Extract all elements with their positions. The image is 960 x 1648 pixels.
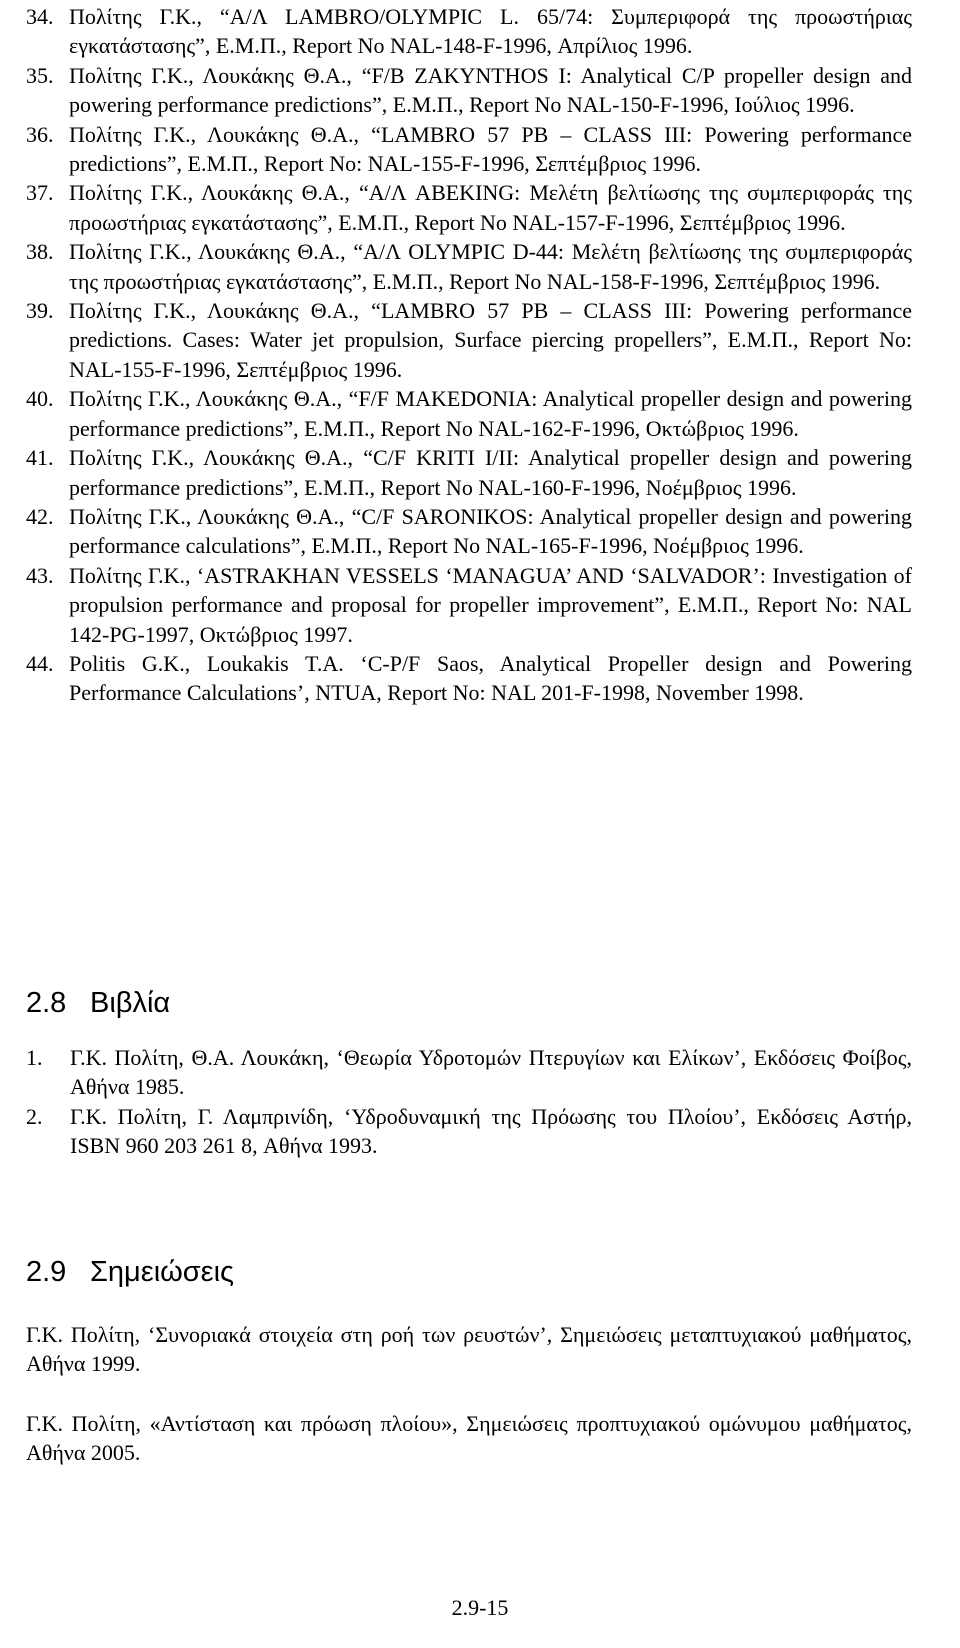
note-item: Γ.Κ. Πολίτη, «Αντίσταση και πρόωση πλοίου», Σημειώσεις προπτυχιακού ομώνυμου μαθήματος, Αθήνα 2005.	[26, 1411, 912, 1466]
reference-text: Πολίτης Γ.Κ., Λουκάκης Θ.Α., “LAMBRO 57 PB – CLASS III: Powering performance predictions. Cases: Water jet propulsion, Surface piercing propellers”, Ε.Μ.Π., Report No: NAL-155-F-1996, Σεπτέμβριος 1996.	[69, 298, 912, 382]
page-number: 2.9-15	[451, 1595, 509, 1620]
reference-item	[26, 237, 912, 296]
reference-text: Πολίτης Γ.Κ., Λουκάκης Θ.Α., “F/F MAKEDONIA: Analytical propeller design and powering performance predictions”, Ε.Μ.Π., Report No NAL-162-F-1996, Οκτώβριος 1996.	[69, 386, 912, 441]
section-heading-notes	[26, 1254, 234, 1290]
reference-number: 42.	[26, 503, 54, 529]
reference-text: Politis G.K., Loukakis T.A. ‘C-P/F Saos, Analytical Propeller design and Powering Performance Calculations’, NTUA, Report No: NAL 201-F-1998, November 1998.	[69, 650, 912, 706]
reference-text: Πολίτης Γ.Κ., ‘ASTRAKHAN VESSELS ‘MANAGUA’ AND ‘SALVADOR’: Investigation of propulsion performance and proposal for propeller improvement”, Ε.Μ.Π., Report No: NAL 142-PG-1997, Οκτώβριος 1997.	[69, 562, 912, 647]
section-title: Βιβλία	[90, 987, 171, 1019]
note-item: Γ.Κ. Πολίτη, ‘Συνοριακά στοιχεία στη ροή των ρευστών’, Σημειώσεις μεταπτυχιακού μαθήματος, Αθήνα 1999.	[26, 1322, 912, 1377]
reference-number: 39.	[26, 298, 54, 324]
reference-item	[26, 120, 912, 179]
reference-item	[26, 561, 912, 649]
reference-item	[26, 649, 912, 708]
reference-number: 37.	[26, 180, 54, 206]
section-title: Σημειώσεις	[90, 1256, 235, 1288]
reference-text: Πολίτης Γ.Κ., Λουκάκης Θ.Α., “Α/Λ ABEKING: Μελέτη βελτίωσης της συμπεριφοράς της προωστήριας εγκατάστασης”, Ε.Μ.Π., Report No NAL-157-F-1996, Σεπτέμβριος 1996.	[69, 180, 912, 235]
reference-number: 44.	[26, 650, 54, 676]
reference-list	[26, 2, 912, 708]
reference-item	[26, 296, 912, 384]
reference-item	[26, 178, 912, 237]
notes-list	[26, 1409, 912, 1468]
reference-text: Πολίτης Γ.Κ., Λουκάκης Θ.Α., “C/F SARONIKOS: Analytical propeller design and powering performance calculations”, Ε.Μ.Π., Report No NAL-165-F-1996, Νοέμβριος 1996.	[69, 503, 912, 559]
book-item	[26, 1102, 912, 1161]
reference-number: 43.	[26, 562, 54, 588]
reference-number: 35.	[26, 62, 54, 88]
reference-item	[26, 61, 912, 120]
reference-number: 34.	[26, 4, 54, 29]
section-number: 2.8	[26, 987, 67, 1019]
reference-text: Πολίτης Γ.Κ., Λουκάκης Θ.Α., “C/F KRITI I/II: Analytical propeller design and powering performance predictions”, Ε.Μ.Π., Report No NAL-160-F-1996, Νοέμβριος 1996.	[69, 445, 912, 500]
reference-number: 38.	[26, 239, 54, 265]
reference-item	[26, 502, 912, 561]
book-text: Γ.Κ. Πολίτη, Γ. Λαμπρινίδη, ‘Υδροδυναμική της Πρόωσης του Πλοίου’, Εκδόσεις Αστήρ, ISBN 960 203 261 8, Αθήνα 1993.	[70, 1103, 912, 1159]
book-item	[26, 1043, 912, 1102]
book-text: Γ.Κ. Πολίτη, Θ.Α. Λουκάκη, ‘Θεωρία Υδροτομών Πτερυγίων και Ελίκων’, Εκδόσεις Φοίβος, Αθήνα 1985.	[70, 1045, 912, 1100]
book-number: 1.	[26, 1045, 43, 1070]
reference-text: Πολίτης Γ.Κ., “Α/Λ LAMBRO/OLYMPIC L. 65/74: Συμπεριφορά της προωστήριας εγκατάστασης”, Ε.Μ.Π., Report No NAL-148-F-1996, Απρίλιος 1996.	[69, 4, 912, 59]
reference-item	[26, 384, 912, 443]
notes-list	[26, 1320, 912, 1379]
reference-text: Πολίτης Γ.Κ., Λουκάκης Θ.Α., “Α/Λ OLYMPIC D-44: Μελέτη βελτίωσης της συμπεριφοράς της προωστήριας εγκατάστασης”, Ε.Μ.Π., Report No NAL-158-F-1996, Σεπτέμβριος 1996.	[69, 239, 912, 294]
books-list	[26, 1043, 912, 1161]
reference-item	[26, 2, 912, 61]
reference-number: 40.	[26, 386, 54, 412]
section-number: 2.9	[26, 1256, 67, 1288]
reference-text: Πολίτης Γ.Κ., Λουκάκης Θ.Α., “LAMBRO 57 PB – CLASS III: Powering performance predictions”, Ε.Μ.Π., Report No: NAL-155-F-1996, Σεπτέμβριος 1996.	[69, 121, 912, 177]
reference-number: 36.	[26, 121, 54, 147]
section-heading-books	[26, 985, 170, 1021]
reference-text: Πολίτης Γ.Κ., Λουκάκης Θ.Α., “F/B ZAKYNTHOS I: Analytical C/P propeller design and powering performance predictions”, Ε.Μ.Π., Report No NAL-150-F-1996, Ιούλιος 1996.	[69, 62, 912, 118]
reference-item	[26, 443, 912, 502]
reference-number: 41.	[26, 445, 54, 471]
book-number: 2.	[26, 1103, 43, 1129]
